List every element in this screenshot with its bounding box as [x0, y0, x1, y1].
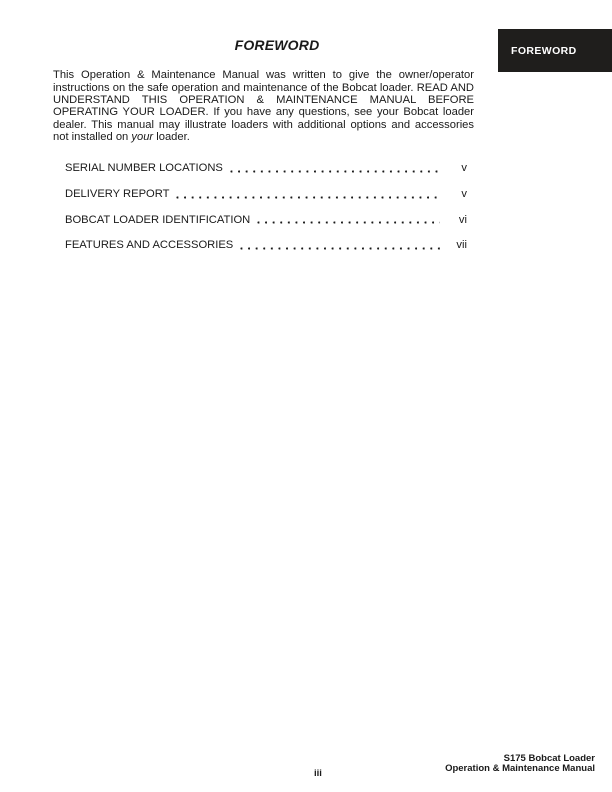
footer-doc-title: [445, 754, 595, 774]
toc-item-label: SERIAL NUMBER LOCATIONS: [65, 162, 223, 174]
toc-dot-leader: [240, 247, 440, 250]
table-of-contents: [65, 163, 467, 266]
paragraph-italic-word: your: [131, 131, 154, 144]
toc-row: [65, 163, 467, 175]
toc-dot-leader: [257, 221, 440, 224]
toc-row: [65, 215, 467, 227]
toc-dot-leader: [176, 196, 440, 199]
paragraph-text-end: loader.: [153, 131, 190, 144]
toc-row: [65, 189, 467, 201]
toc-page-number: vi: [458, 213, 467, 226]
paragraph-text-start: This Operation & Maintenance Manual was written to give the owner/operator instructions on the safe operation and maintenance of the Bobcat loader. READ AND UNDERSTAND THIS OPERATION & MAINTENANCE MANUAL BEFORE OPERATING YOUR LOADER. If you have any questions, see your Bobcat loader dealer. This manual may illustrate loaders with additional options and accessories not installed on: [53, 69, 474, 144]
footer-doc-title-line1: S175 Bobcat Loader: [503, 753, 595, 764]
toc-dot-leader: [230, 170, 440, 173]
page-title: FOREWORD: [234, 37, 320, 53]
footer-page-number: iii: [314, 768, 322, 779]
toc-item-label: DELIVERY REPORT: [65, 187, 170, 200]
toc-page-number: v: [461, 162, 467, 174]
toc-item-label: FEATURES AND ACCESSORIES: [65, 239, 234, 252]
toc-page-number: v: [461, 187, 467, 200]
section-tab: [498, 29, 612, 72]
toc-item-label: BOBCAT LOADER IDENTIFICATION: [65, 213, 251, 226]
foreword-paragraph: [53, 69, 474, 143]
section-tab-label: FOREWORD: [511, 44, 577, 57]
toc-row: [65, 240, 467, 252]
toc-page-number: vii: [456, 239, 467, 252]
footer-doc-title-line2: Operation & Maintenance Manual: [445, 763, 595, 774]
